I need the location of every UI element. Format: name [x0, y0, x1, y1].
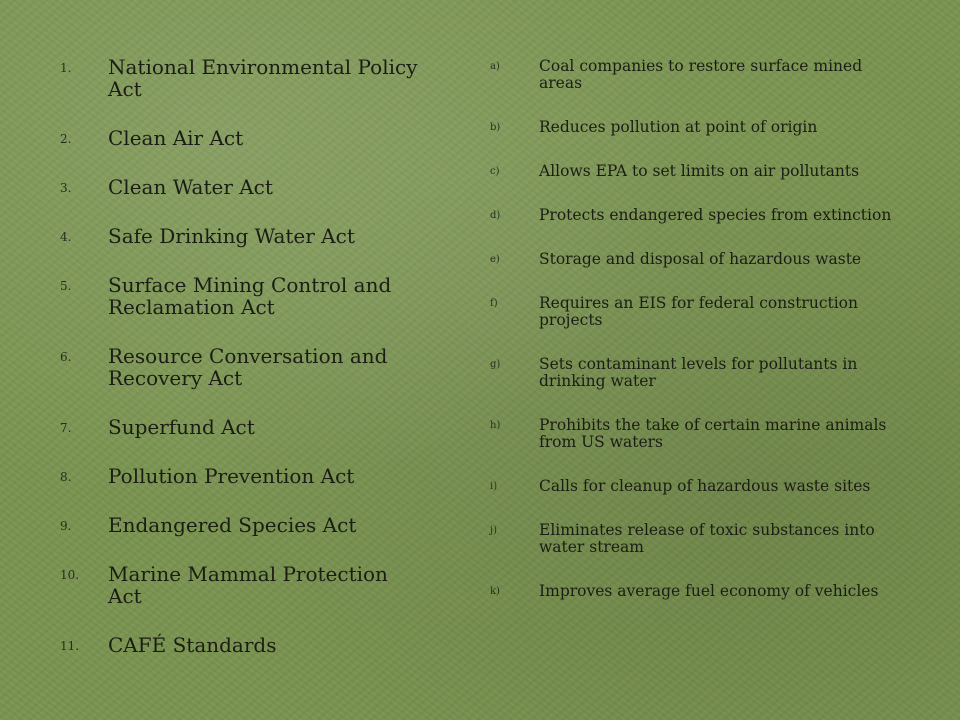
description-letter: d): [490, 210, 501, 221]
description-text: Allows EPA to set limits on air pollutants: [539, 162, 860, 180]
act-name: CAFÉ Standards: [108, 633, 277, 657]
description-text: Protects endangered species from extinction: [539, 206, 892, 224]
act-name: Surface Mining Control and Reclamation Act: [108, 273, 392, 319]
description-item: [490, 58, 910, 92]
description-text: Storage and disposal of hazardous waste: [539, 250, 862, 268]
description-item: [490, 251, 910, 268]
act-name: Pollution Prevention Act: [108, 464, 355, 488]
description-text: Eliminates release of toxic substances into water stream: [539, 521, 875, 556]
description-item: [490, 417, 910, 451]
act-number: 1.: [60, 61, 72, 75]
description-item: [490, 478, 910, 495]
act-item: [60, 514, 420, 536]
description-letter: f): [490, 298, 498, 309]
description-item: [490, 583, 910, 600]
description-letter: b): [490, 122, 501, 133]
act-item: [60, 225, 420, 247]
descriptions-column: [490, 58, 910, 627]
act-item: [60, 127, 420, 149]
description-item: [490, 163, 910, 180]
act-number: 6.: [60, 350, 72, 364]
act-name: Endangered Species Act: [108, 513, 357, 537]
act-item: [60, 416, 420, 438]
act-name: Superfund Act: [108, 415, 255, 439]
act-number: 7.: [60, 421, 72, 435]
act-item: [60, 56, 420, 100]
act-item: [60, 634, 420, 656]
act-number: 2.: [60, 132, 72, 146]
act-number: 5.: [60, 279, 72, 293]
description-text: Requires an EIS for federal construction projects: [539, 294, 858, 329]
act-number: 8.: [60, 470, 72, 484]
description-text: Improves average fuel economy of vehicles: [539, 582, 879, 600]
description-letter: i): [490, 481, 498, 492]
act-number: 11.: [60, 639, 80, 653]
description-text: Sets contaminant levels for pollutants in drinking water: [539, 355, 858, 390]
description-text: Coal companies to restore surface mined areas: [539, 57, 863, 92]
act-name: Clean Air Act: [108, 126, 244, 150]
act-name: National Environmental Policy Act: [108, 55, 418, 101]
description-letter: j): [490, 525, 498, 536]
acts-list: [60, 56, 420, 656]
act-number: 4.: [60, 230, 72, 244]
description-text: Prohibits the take of certain marine animals from US waters: [539, 416, 887, 451]
act-number: 10.: [60, 568, 80, 582]
description-letter: k): [490, 586, 500, 597]
description-letter: a): [490, 61, 500, 72]
description-letter: c): [490, 166, 500, 177]
descriptions-list: [490, 58, 910, 600]
act-name: Resource Conversation and Recovery Act: [108, 344, 388, 390]
act-item: [60, 465, 420, 487]
description-item: [490, 207, 910, 224]
description-item: [490, 295, 910, 329]
act-item: [60, 345, 420, 389]
act-name: Marine Mammal Protection Act: [108, 562, 388, 608]
description-item: [490, 522, 910, 556]
act-name: Clean Water Act: [108, 175, 273, 199]
act-item: [60, 274, 420, 318]
description-letter: h): [490, 420, 501, 431]
description-text: Calls for cleanup of hazardous waste sites: [539, 477, 871, 495]
act-number: 3.: [60, 181, 72, 195]
act-number: 9.: [60, 519, 72, 533]
description-letter: g): [490, 359, 501, 370]
act-item: [60, 176, 420, 198]
act-name: Safe Drinking Water Act: [108, 224, 355, 248]
acts-column: [60, 56, 420, 683]
description-letter: e): [490, 254, 500, 265]
act-item: [60, 563, 420, 607]
description-text: Reduces pollution at point of origin: [539, 118, 818, 136]
description-item: [490, 356, 910, 390]
description-item: [490, 119, 910, 136]
